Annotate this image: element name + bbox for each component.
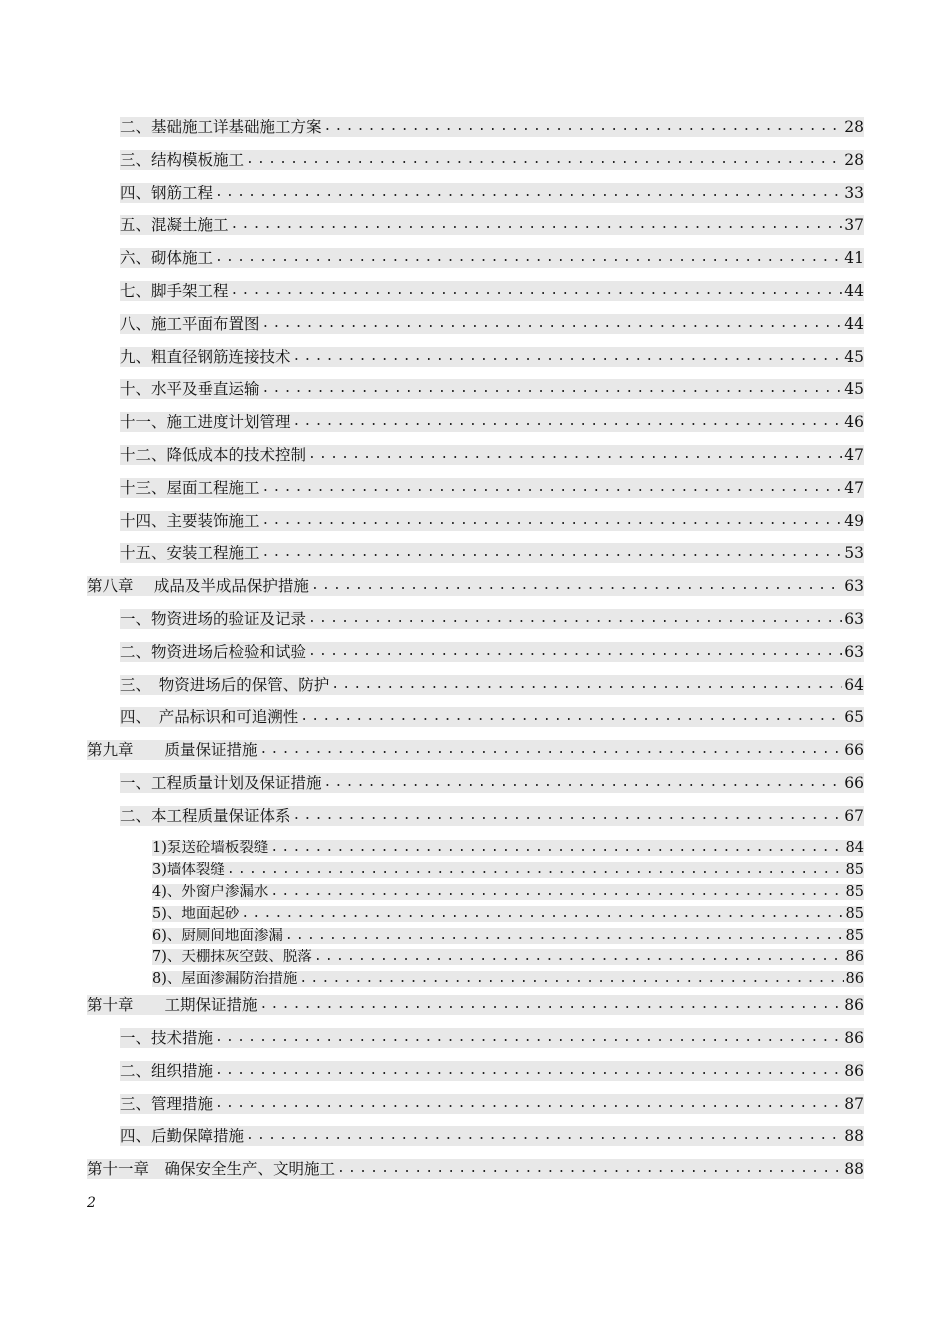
toc-entry-title: 四、钢筋工程 (120, 183, 214, 202)
toc-dot-leader (337, 1159, 842, 1179)
toc-entry-page: 66 (844, 774, 864, 792)
toc-entry-title: 七、脚手架工程 (120, 282, 229, 300)
toc-entry-title: 第九章 质量保证措施 (87, 741, 258, 760)
toc-entry-title: 十三、屋面工程施工 (120, 478, 260, 497)
toc-entry-page: 49 (844, 511, 864, 530)
toc-entry[interactable] (120, 412, 864, 432)
toc-dot-leader (215, 1061, 842, 1081)
toc-entry-page: 63 (844, 577, 864, 596)
toc-dot-leader (215, 248, 842, 268)
toc-entry[interactable] (152, 884, 864, 900)
toc-entry-title: 第十章 工期保证措施 (87, 996, 258, 1015)
toc-entry-title: 五、混凝土施工 (120, 216, 229, 235)
toc-entry-title: 二、物资进场后检验和试验 (120, 642, 307, 661)
toc-entry[interactable] (87, 576, 864, 596)
toc-entry-title: 三、 物资进场后的保管、防护 (120, 675, 330, 694)
toc-entry[interactable] (120, 248, 864, 268)
toc-entry[interactable] (120, 347, 864, 367)
toc-entry[interactable] (152, 971, 864, 987)
toc-entry-page: 28 (844, 150, 864, 169)
toc-dot-leader (215, 1028, 842, 1048)
toc-entry-title: 十二、降低成本的技术控制 (120, 446, 307, 464)
toc-entry-page: 87 (844, 1094, 864, 1113)
toc-entry-title: 二、基础施工详基础施工方案 (120, 118, 322, 136)
toc-entry-page: 86 (845, 949, 864, 966)
toc-dot-leader (270, 884, 843, 900)
toc-entry-page: 88 (844, 1127, 864, 1146)
toc-dot-leader (331, 675, 842, 695)
toc-entry-page: 47 (844, 446, 864, 464)
page-number: 2 (87, 1195, 96, 1211)
toc-entry[interactable] (87, 1159, 864, 1179)
toc-entry[interactable] (120, 478, 864, 498)
toc-entry-page: 85 (845, 883, 864, 900)
toc-entry-page: 33 (844, 183, 864, 202)
toc-entry[interactable] (120, 707, 864, 727)
toc-entry[interactable] (120, 150, 864, 170)
toc-entry-page: 86 (844, 996, 864, 1015)
toc-entry[interactable] (120, 1028, 864, 1048)
toc-entry-page: 53 (844, 544, 864, 563)
toc-entry[interactable] (152, 928, 864, 944)
toc-entry-title: 十四、主要装饰施工 (120, 511, 260, 530)
toc-dot-leader (262, 511, 843, 531)
toc-entry-title: 一、技术措施 (120, 1028, 214, 1047)
toc-dot-leader (246, 1126, 842, 1146)
toc-entry[interactable] (120, 511, 864, 531)
toc-entry-page: 44 (844, 314, 864, 333)
toc-entry[interactable] (152, 862, 864, 878)
toc-entry-page: 66 (844, 741, 864, 760)
toc-entry[interactable] (120, 675, 864, 695)
toc-dot-leader (215, 1094, 842, 1114)
toc-entry-title: 6)、厨厕间地面渗漏 (152, 927, 283, 944)
toc-entry[interactable] (120, 1126, 864, 1146)
toc-dot-leader (299, 971, 843, 987)
toc-entry-page: 47 (844, 478, 864, 497)
toc-entry-title: 十、水平及垂直运输 (120, 380, 260, 399)
toc-dot-leader (241, 906, 843, 922)
toc-dot-leader (231, 281, 843, 301)
toc-entry-page: 41 (844, 249, 864, 268)
toc-entry[interactable] (120, 215, 864, 235)
toc-entry-page: 45 (844, 347, 864, 366)
toc-entry[interactable] (120, 445, 864, 465)
toc-entry-page: 86 (845, 971, 864, 988)
toc-entry-page: 85 (845, 927, 864, 944)
toc-entry[interactable] (120, 806, 864, 826)
toc-entry-page: 45 (844, 380, 864, 399)
toc-dot-leader (314, 949, 844, 965)
toc-dot-leader (231, 215, 843, 235)
toc-dot-leader (262, 314, 843, 334)
toc-dot-leader (293, 806, 843, 826)
toc-entry[interactable] (120, 379, 864, 399)
toc-entry[interactable] (152, 906, 864, 922)
toc-entry-page: 63 (844, 610, 864, 628)
toc-entry-title: 十一、施工进度计划管理 (120, 413, 291, 432)
toc-entry-page: 85 (845, 905, 864, 922)
toc-entry-title: 第十一章 确保安全生产、文明施工 (87, 1160, 336, 1179)
toc-entry-page: 86 (844, 1028, 864, 1047)
toc-entry[interactable] (120, 1061, 864, 1081)
toc-entry-title: 三、结构模板施工 (120, 150, 245, 169)
toc-entry[interactable] (120, 314, 864, 334)
toc-entry-page: 84 (845, 840, 864, 857)
toc-entry[interactable] (120, 117, 864, 137)
toc-entry-title: 四、后勤保障措施 (120, 1127, 245, 1146)
toc-entry-page: 64 (844, 675, 864, 694)
toc-entry-title: 5)、地面起砂 (152, 905, 240, 922)
toc-dot-leader (300, 707, 842, 727)
toc-entry[interactable] (87, 995, 864, 1015)
toc-entry-page: 63 (844, 642, 864, 661)
toc-dot-leader (260, 740, 843, 760)
toc-entry-title: 三、管理措施 (120, 1094, 214, 1113)
toc-entry-title: 六、砌体施工 (120, 249, 214, 268)
toc-entry-page: 88 (844, 1160, 864, 1179)
toc-entry[interactable] (120, 609, 864, 629)
toc-entry-title: 8)、屋面渗漏防治措施 (152, 971, 298, 988)
toc-entry[interactable] (120, 183, 864, 203)
toc-entry[interactable] (152, 949, 864, 965)
toc-entry[interactable] (120, 642, 864, 662)
toc-dot-leader (262, 543, 843, 563)
toc-dot-leader (262, 478, 843, 498)
toc-entry-title: 7)、天棚抹灰空鼓、脱落 (152, 949, 312, 966)
toc-entry[interactable] (87, 740, 864, 760)
toc-entry-page: 65 (844, 708, 864, 727)
toc-entry[interactable] (120, 1094, 864, 1114)
toc-entry-title: 二、组织措施 (120, 1061, 214, 1080)
toc-entry-title: 二、本工程质量保证体系 (120, 806, 291, 825)
toc-dot-leader (308, 642, 842, 662)
toc-entry-title: 1)泵送砼墙板裂缝 (152, 840, 269, 857)
toc-dot-leader (270, 840, 843, 856)
toc-dot-leader (311, 576, 842, 596)
toc-entry-title: 一、物资进场的验证及记录 (120, 610, 307, 628)
toc-dot-leader (215, 183, 842, 203)
toc-entry-page: 67 (844, 806, 864, 825)
toc-entry-page: 37 (844, 216, 864, 235)
toc-entry[interactable] (152, 840, 864, 856)
toc-entry-title: 一、工程质量计划及保证措施 (120, 774, 322, 792)
toc-entry-title: 第八章 成品及半成品保护措施 (87, 577, 309, 596)
toc-dot-leader (262, 379, 843, 399)
toc-dot-leader (246, 150, 842, 170)
toc-dot-leader (285, 928, 844, 944)
toc-dot-leader (260, 995, 843, 1015)
toc-dot-leader (324, 773, 843, 793)
toc-entry-title: 4)、外窗户渗漏水 (152, 883, 269, 900)
toc-dot-leader (293, 412, 843, 432)
toc-dot-leader (227, 862, 844, 878)
toc-entry[interactable] (120, 773, 864, 793)
toc-entry[interactable] (120, 543, 864, 563)
toc-entry-page: 85 (845, 862, 864, 879)
toc-dot-leader (324, 117, 843, 137)
toc-entry-page: 44 (844, 282, 864, 300)
toc-entry[interactable] (120, 281, 864, 301)
toc-dot-leader (308, 609, 842, 629)
toc-dot-leader (308, 445, 842, 465)
toc-entry-title: 八、施工平面布置图 (120, 314, 260, 333)
toc-entry-title: 四、 产品标识和可追溯性 (120, 708, 299, 727)
toc-entry-page: 28 (844, 118, 864, 136)
toc-entry-title: 九、粗直径钢筋连接技术 (120, 347, 291, 366)
toc-entry-title: 十五、安装工程施工 (120, 544, 260, 563)
toc-dot-leader (293, 347, 843, 367)
toc-entry-page: 86 (844, 1061, 864, 1080)
toc-entry-title: 3)墙体裂缝 (152, 862, 225, 879)
toc-entry-page: 46 (844, 413, 864, 432)
